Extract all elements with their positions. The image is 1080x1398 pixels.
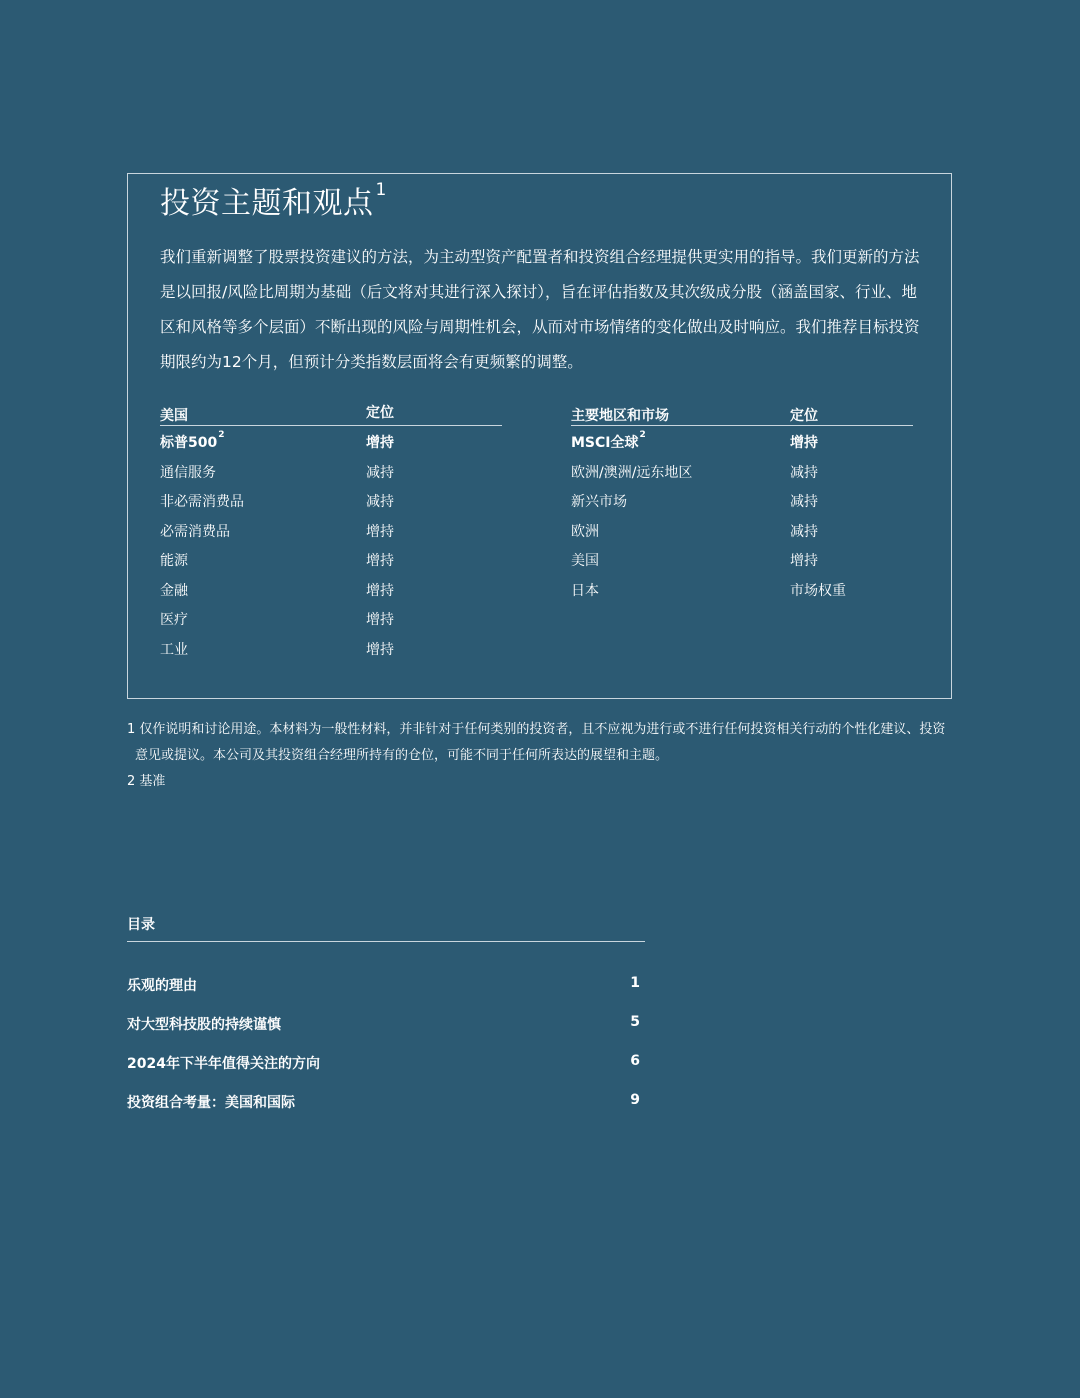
table-of-contents (127, 914, 645, 1131)
row-name: 金融 (160, 582, 188, 599)
row-position: 增持 (790, 435, 818, 451)
row-name: 医疗 (160, 612, 188, 628)
table-row (160, 574, 502, 604)
row-name: 工业 (160, 641, 188, 658)
table-row (571, 426, 913, 456)
row-position: 市场权重 (790, 582, 846, 599)
row-position: 增持 (366, 435, 394, 451)
row-position: 增持 (366, 612, 394, 628)
row-name: 非必需消费品 (160, 494, 244, 510)
table-header (160, 398, 502, 426)
row-name: 美国 (571, 553, 599, 569)
table-row (571, 456, 913, 486)
table-row (160, 456, 502, 486)
row-position: 增持 (366, 641, 394, 658)
row-name: 标普$500^2$ (160, 430, 225, 451)
table-row (160, 485, 502, 515)
row-name: 欧洲/澳洲/远东地区 (571, 464, 693, 481)
header-us: 美国 (160, 408, 188, 424)
toc-item-label: 投资组合考量：美国和国际 (127, 1095, 295, 1111)
header-positioning: 定位 (790, 408, 818, 424)
us-positioning-table (160, 398, 502, 662)
row-position: 减持 (790, 523, 818, 540)
row-name: 通信服务 (160, 464, 216, 481)
row-position: 减持 (790, 464, 818, 481)
investment-themes-panel (127, 173, 952, 699)
toc-item-label: 对大型科技股的持续谨慎 (127, 1017, 281, 1033)
header-regions: 主要地区和市场 (571, 408, 669, 424)
footnotes (127, 717, 947, 795)
us-table-body (160, 426, 502, 662)
toc-list (127, 975, 645, 1131)
row-position: 减持 (790, 494, 818, 510)
benchmark-footnote-marker: 2 (218, 430, 225, 440)
header-positioning: 定位 (366, 405, 394, 421)
row-name: 欧洲 (571, 523, 599, 540)
toc-title: 目录 (127, 914, 645, 942)
toc-item[interactable] (127, 1092, 645, 1131)
table-row (160, 603, 502, 633)
table-header (571, 398, 913, 426)
table-row (571, 485, 913, 515)
row-name: 新兴市场 (571, 494, 627, 510)
title-footnote-marker: 1 (375, 180, 387, 200)
benchmark-footnote-marker: 2 (639, 430, 646, 440)
toc-item-page: 5 (630, 1014, 640, 1030)
row-position: 减持 (366, 464, 394, 481)
toc-item[interactable] (127, 1014, 645, 1053)
intl-table-body (571, 426, 913, 603)
toc-item-page: 1 (630, 975, 640, 991)
row-position: 增持 (790, 553, 818, 569)
table-row (160, 544, 502, 574)
toc-item-label: 乐观的理由 (127, 978, 197, 994)
row-position: 增持 (366, 553, 394, 569)
row-position: 增持 (366, 523, 394, 540)
toc-item-label: 2024年下半年值得关注的方向 (127, 1056, 320, 1072)
table-row (571, 544, 913, 574)
row-name: 日本 (571, 582, 599, 599)
table-row (571, 574, 913, 604)
toc-item[interactable] (127, 1053, 645, 1092)
table-row (160, 515, 502, 545)
footnote-1: 1 仅作说明和讨论用途。本材料为一般性材料，并非针对于任何类别的投资者，且不应视为进行或不进行任何投资相关行动的个性化建议、投资意见或提议。本公司及其投资组合经理所持有的仓位，可能不同于任何所表达的展望和主题。 (127, 722, 946, 763)
intro-paragraph: 我们重新调整了股票投资建议的方法，为主动型资产配置者和投资组合经理提供更实用的指导。我们更新的方法是以回报/风险比周期为基础（后文将对其进行深入探讨），旨在评估指数及其次级成分股（涵盖国家、行业、地区和风格等多个层面）不断出现的风险与周期性机会，从而对市场情绪的变化做出及时响应。我们推荐目标投资期限约为12个月，但预计分类指数层面将会有更频繁的调整。 (160, 248, 920, 371)
table-row (160, 426, 502, 456)
row-name: 必需消费品 (160, 523, 230, 540)
row-position: 减持 (366, 494, 394, 510)
toc-item-page: 9 (630, 1092, 640, 1108)
table-row (571, 515, 913, 545)
table-row (160, 633, 502, 663)
toc-item[interactable] (127, 975, 645, 1014)
row-name: 能源 (160, 553, 188, 569)
row-name: MSCI全球$^2$ (571, 430, 646, 451)
footnote-2: 2 基准 (127, 774, 166, 789)
toc-item-page: 6 (630, 1053, 640, 1069)
panel-title: 投资主题和观点 $^1$ (160, 180, 387, 221)
row-position: 增持 (366, 582, 394, 599)
intl-positioning-table (571, 398, 913, 603)
